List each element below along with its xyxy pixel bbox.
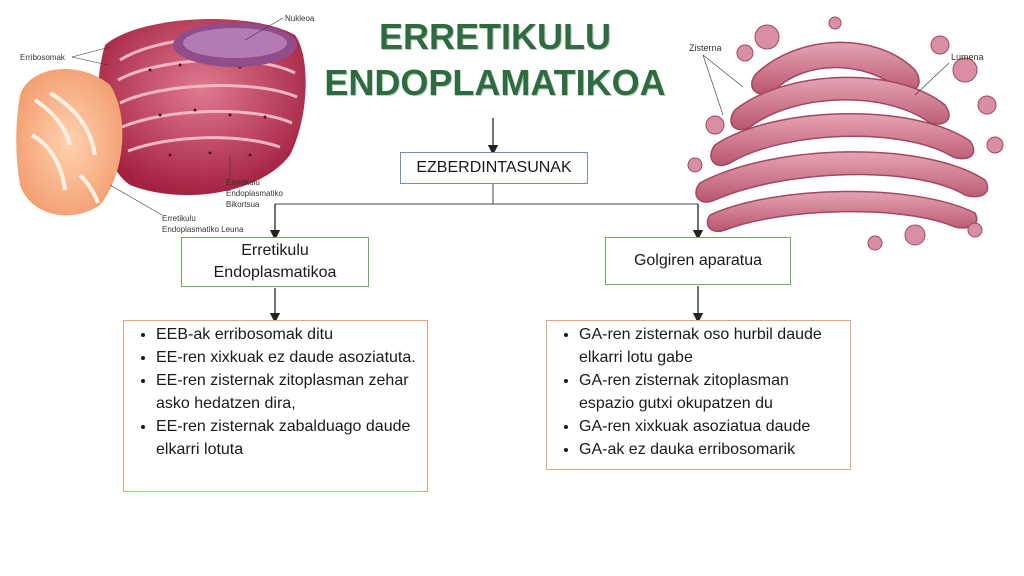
differences-box: EZBERDINTASUNAK: [400, 152, 588, 184]
list-item: • EEB-ak erribosomak ditu: [156, 323, 417, 346]
er-category-box: [181, 237, 369, 287]
list-item: • EE-ren zisternak zitoplasman zehar asko hedatzen dira,: [156, 369, 417, 415]
er-box-line-2: Endoplasmatikoa: [213, 264, 337, 281]
title-line-1: ERRETIKULU: [379, 16, 611, 57]
golgi-features-list: [546, 320, 851, 470]
smooth-er-label-2: Endoplasmatiko Leuna: [162, 225, 244, 234]
list-item: • EE-ren zisternak zabalduago daude elkarri lotuta: [156, 415, 417, 461]
er-illustration: [10, 5, 315, 235]
golgi-category-box: Golgiren aparatua: [605, 237, 791, 285]
list-item: • GA-ren zisternak zitoplasman espazio gutxi okupatzen du: [579, 369, 840, 415]
nucleus-label: Nukleoa: [285, 14, 315, 23]
smooth-er-label-1: Erretikulu: [162, 214, 196, 223]
rough-er-label-3: Bikortsua: [226, 200, 260, 209]
ribosomes-label: Erribosomak: [20, 53, 65, 62]
golgi-illustration: [675, 15, 1015, 250]
er-features-list: [123, 320, 428, 492]
er-box-line-1: Erretikulu: [241, 242, 309, 259]
cisterna-label: Zisterna: [689, 43, 722, 53]
title-line-2: ENDOPLAMATIKOA: [324, 62, 666, 103]
rough-er-label-1: Erretikulu: [226, 178, 260, 187]
lumen-label: Lumena: [951, 52, 984, 62]
list-item: • GA-ren zisternak oso hurbil daude elkarri lotu gabe: [579, 323, 840, 369]
list-item: • GA-ak ez dauka erribosomarik: [579, 438, 840, 461]
list-item: • EE-ren xixkuak ez daude asoziatuta.: [156, 346, 417, 369]
page-title: [300, 14, 690, 106]
rough-er-label-2: Endoplasmatiko: [226, 189, 283, 198]
list-item: • GA-ren xixkuak asoziatua daude: [579, 415, 840, 438]
